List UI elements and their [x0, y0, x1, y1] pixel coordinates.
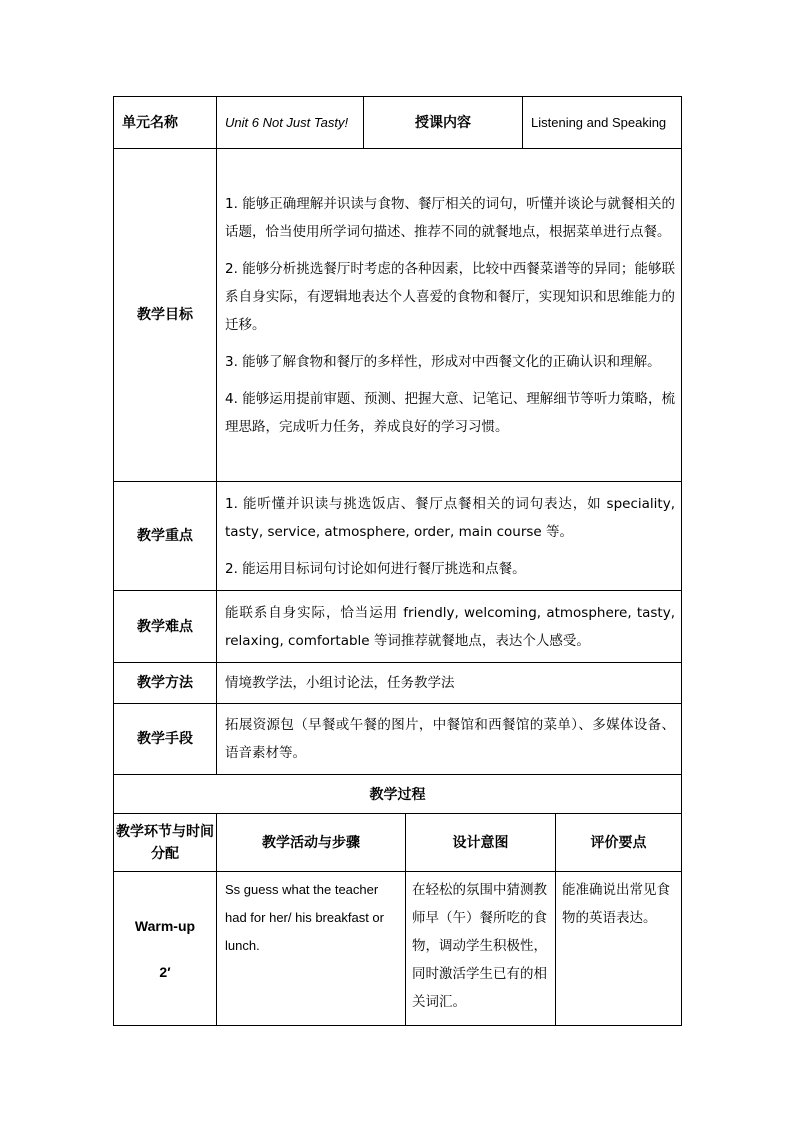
unit-label: 单元名称: [114, 97, 217, 149]
difficulties-content: 能联系自身实际，恰当运用 friendly, welcoming, atmosphere, tasty, relaxing, comfortable 等词推荐就餐地点，表达个人感受。: [217, 591, 682, 663]
intent-cell: 在轻松的氛围中猜测教师早（午）餐所吃的食物，调动学生积极性，同时激活学生已有的相关词汇。: [406, 872, 556, 1026]
goal-item: 2. 能够分析挑选餐厅时考虑的各种因素，比较中西餐菜谱等的异同；能够联系自身实际，有逻辑地表达个人喜爱的食物和餐厅，实现知识和思维能力的迁移。: [225, 260, 675, 333]
key-point-item: 1. 能听懂并识读与挑选饭店、餐厅点餐相关的词句表达，如 speciality, tasty, service, atmosphere, order, main course 等。: [225, 495, 675, 540]
goals-content: [217, 149, 682, 482]
methods-content: 情境教学法，小组讨论法，任务教学法: [217, 663, 682, 704]
process-title: 教学过程: [114, 775, 682, 814]
stage-cell: [114, 872, 217, 1026]
stage-name: Warm-up: [134, 917, 196, 934]
column-header-evaluation: 评价要点: [556, 814, 682, 872]
evaluation-cell: 能准确说出常见食物的英语表达。: [556, 872, 682, 1026]
process-title-row: [114, 775, 682, 814]
lesson-plan: [113, 96, 681, 1026]
process-header-row: [114, 814, 682, 872]
means-row: [114, 704, 682, 775]
column-header-activity: 教学活动与步骤: [217, 814, 406, 872]
key-points-label: 教学重点: [114, 482, 217, 591]
goal-item: 4. 能够运用提前审题、预测、把握大意、记笔记、理解细节等听力策略，梳理思路，完成听力任务，养成良好的学习习惯。: [225, 390, 675, 435]
activity-cell: Ss guess what the teacher had for her/ his breakfast or lunch.: [217, 872, 406, 1026]
goal-item: 1. 能够正确理解并识读与食物、餐厅相关的词句，听懂并谈论与就餐相关的话题，恰当使用所学词句描述、推荐不同的就餐地点，根据菜单进行点餐。: [225, 195, 675, 240]
stage-time: 2′: [159, 963, 171, 980]
unit-row: [114, 97, 682, 149]
column-header-intent: 设计意图: [406, 814, 556, 872]
difficulties-label: 教学难点: [114, 591, 217, 663]
key-points-row: [114, 482, 682, 591]
content-value: Listening and Speaking: [523, 97, 682, 149]
methods-row: [114, 663, 682, 704]
unit-value: Unit 6 Not Just Tasty!: [217, 97, 364, 149]
key-point-item: 2. 能运用目标词句讨论如何进行餐厅挑选和点餐。: [225, 560, 526, 577]
means-label: 教学手段: [114, 704, 217, 775]
means-content: 拓展资源包（早餐或午餐的图片，中餐馆和西餐馆的菜单）、多媒体设备、语音素材等。: [217, 704, 682, 775]
process-table: [113, 774, 682, 1026]
content-label: 授课内容: [364, 97, 523, 149]
lesson-info-table: [113, 96, 682, 775]
methods-label: 教学方法: [114, 663, 217, 704]
column-header-stage: 教学环节与时间分配: [114, 814, 217, 872]
difficulties-row: [114, 591, 682, 663]
key-points-content: [217, 482, 682, 591]
goal-item: 3. 能够了解食物和餐厅的多样性，形成对中西餐文化的正确认识和理解。: [225, 353, 661, 370]
goals-row: [114, 149, 682, 482]
goals-label: 教学目标: [114, 149, 217, 482]
table-row: [114, 872, 682, 1026]
